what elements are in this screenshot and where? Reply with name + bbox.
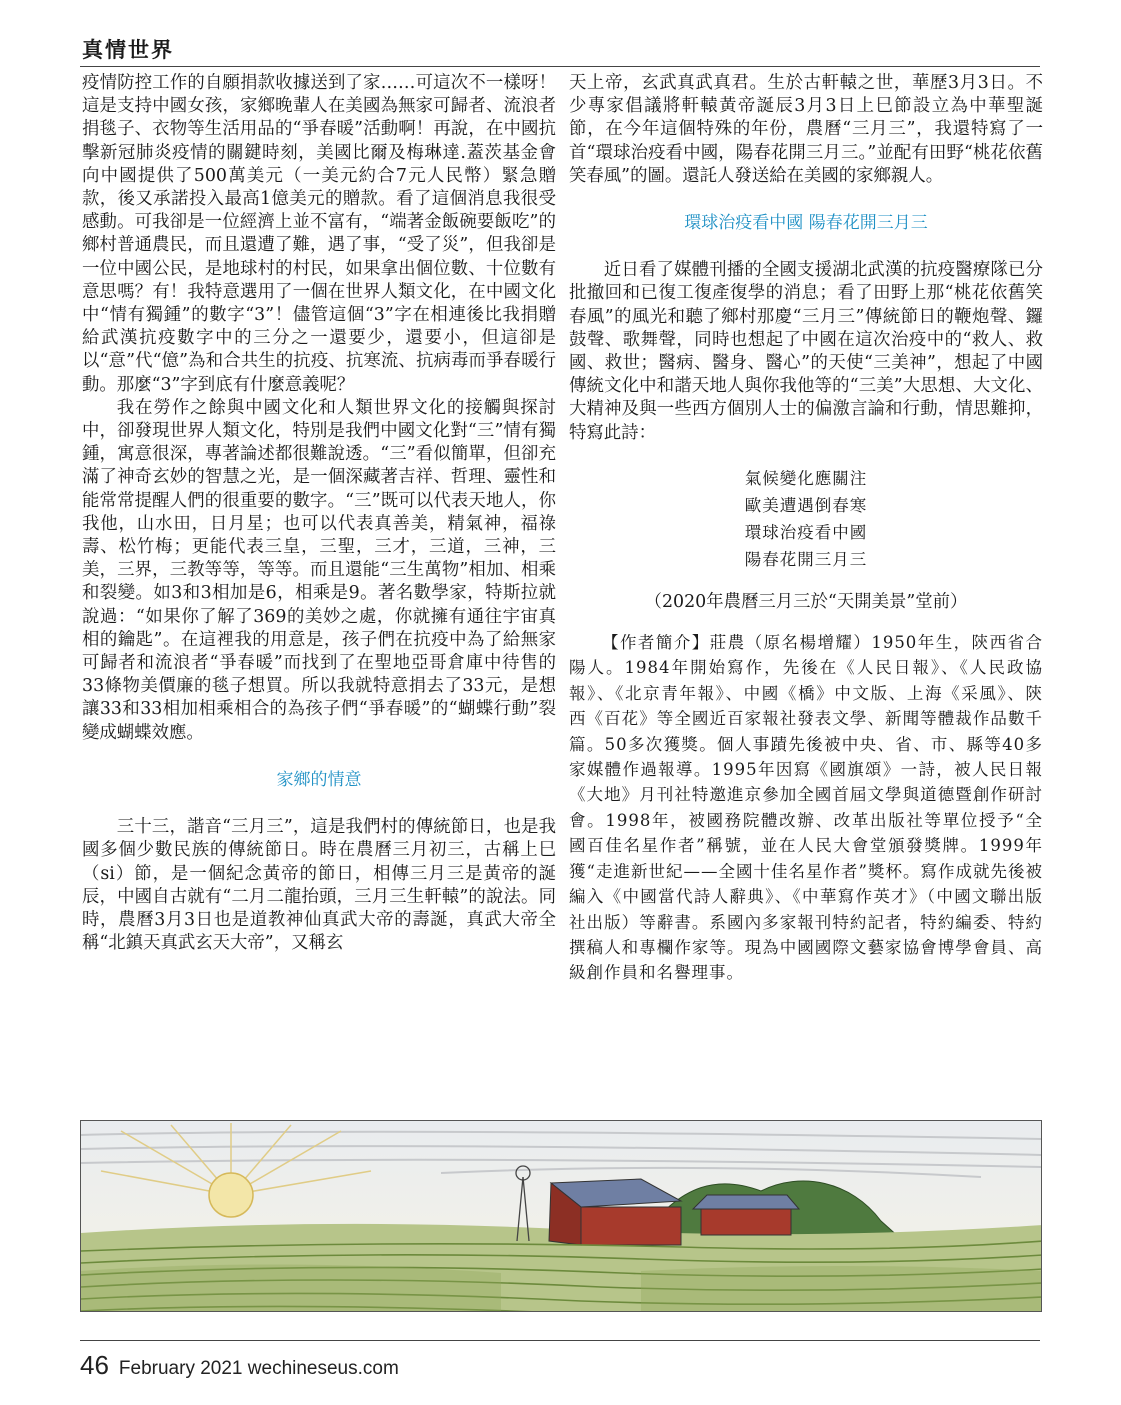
- farm-landscape-illustration: [80, 1120, 1042, 1312]
- author-bio: 【作者簡介】莊農（原名楊增耀）1950年生，陝西省合陽人。1984年開始寫作，先後在《人民日報》、《人民政協報》、《北京青年報》、中國《橋》中文版、上海《采風》、陝西《百花》等全國近百家報社發表文學、新聞等體裁作品數千篇。50多次獲獎。個人事蹟先後被中央、省、市、縣等40多家媒體作過報導。1995年因寫《國旗頌》一詩，被人民日報《大地》月刊社特邀進京參加全國首屆文學與道德暨創作研討會。1998年，被國務院體改辦、改革出版社等單位授予“全國百佳名星作者”稱號，並在人民大會堂頒發獎牌。1999年獲“走進新世紀——全國十佳名星作者”獎杯。寫作成就先後被編入《中國當代詩人辭典》、《中華寫作英才》（中國文聯出版社出版）等辭書。系國內多家報刊特約記者，特約編委、特約撰稿人和專欄作家等。現為中國國際文藝家協會博學會員、高級創作員和名譽理事。: [569, 633, 1043, 983]
- page-footer: [80, 1350, 399, 1381]
- subheading: 家鄉的情意: [276, 769, 362, 790]
- body-paragraph: 我在勞作之餘與中國文化和人類世界文化的接觸與探討中，卻發現世界人類文化，特別是我們中國文化對“三”情有獨鍾，寓意很深，專著論述都很難說透。“三”看似簡單，但卻充滿了神奇玄妙的智慧之光，是一個深藏著吉祥、哲理、靈性和能常常提醒人們的很重要的數字。“三”既可以代表天地人，你我他，山水田，日月星；也可以代表真善美，精氣神，福祿壽、松竹梅；更能代表三皇，三聖，三才，三道，三神，三美，三界，三教等等，等等。而且還能“三生萬物”相加、相乘和裂變。如3和3相加是6，相乘是9。著名數學家，特斯拉就說過：“如果你了解了369的美妙之處，你就擁有通往宇宙真相的鑰匙”。在這裡我的用意是，孩子們在抗疫中為了給無家可歸者和流浪者“爭春暖”而找到了在聖地亞哥倉庫中待售的33條物美價廉的毯子想買。所以我就特意捐去了33元，是想讓33和33相加相乘相合的為孩子們“爭春暖”的“蝴蝶行動”裂變成蝴蝶效應。: [82, 397, 556, 743]
- body-paragraph: 近日看了媒體刊播的全國支援湖北武漢的抗疫醫療隊已分批撤回和已復工復產復學的消息；看了田野上那“桃花依舊笑春風”的風光和聽了鄉村那慶“三月三”傳統節日的鞭炮聲、鑼鼓聲、歌舞聲，同時也想起了中國在這次治疫中的“救人、救國、救世；醫病、醫身、醫心”的天使“三美神”，想起了中國傳統文化中和諧天地人與你我他等的“三美”大思想、大文化、大精神及與一些西方個別人士的偏激言論和行動，情思難抑，特寫此詩：: [569, 260, 1043, 443]
- header-divider: [80, 66, 1040, 67]
- right-column: [569, 72, 1043, 986]
- poem-line: 氣候變化應關注: [744, 468, 868, 488]
- footer-divider: [80, 1340, 1040, 1341]
- body-paragraph: 疫情防控工作的自願捐款收據送到了家……可這次不一樣呀！這是支持中國女孩，家鄉晚輩人在美國為無家可歸者、流浪者捐毯子、衣物等生活用品的“爭春暖”活動啊！再說，在中國抗擊新冠肺炎疫情的關鍵時刻，美國比爾及梅琳達.蓋茨基金會向中國提供了500萬美元（一美元約合7元人民幣）緊急贈款，後又承諾投入最高1億美元的贈款。看了這個消息我很受感動。可我卻是一位經濟上並不富有，“端著金飯碗要飯吃”的鄉村普通農民，而且還遭了難，遇了事，“受了災”，但我卻是一位中國公民，是地球村的村民，如果拿出個位數、十位數有意思嗎？有！我特意選用了一個在世界人類文化，在中國文化中“情有獨鍾”的數字“3”！儘管這個“3”字在相連後比我捐贈給武漢抗疫數字中的三分之一還要少，還要小，但這卻是以“意”代“億”為和合共生的抗疫、抗寒流、抗病毒而爭春暖行動。那麼“3”字到底有什麼意義呢？: [82, 73, 556, 395]
- poem-date-line: （2020年農曆三月三於“天開美景”堂前）: [644, 591, 968, 612]
- poem-line: 歐美遭遇倒春寒: [744, 495, 868, 515]
- page-number: 46: [80, 1350, 109, 1380]
- subheading: 環球治疫看中國 陽春花開三月三: [684, 213, 928, 234]
- poem: [569, 465, 1043, 573]
- body-paragraph: 天上帝，玄武真武真君。生於古軒轅之世，華歷3月3日。不少專家倡議將軒轅黃帝誕辰3月3日上巳節設立為中華聖誕節，在今年這個特殊的年份，農曆“三月三”，我還特寫了一首“環球治疫看中國，陽春花開三月三。”並配有田野“桃花依舊笑春風”的圖。還託人發送給在美國的家鄉親人。: [569, 73, 1043, 186]
- section-title: 真情世界: [82, 37, 174, 62]
- poem-line: 環球治疫看中國: [744, 522, 868, 542]
- poem-line: 陽春花開三月三: [744, 549, 868, 569]
- issue-and-website: February 2021 wechineseus.com: [118, 1358, 399, 1379]
- left-column: [82, 72, 556, 955]
- body-paragraph: 三十三，諧音“三月三”，這是我們村的傳統節日，也是我國多個少數民族的傳統節日。時在農曆三月初三，古稱上巳（si）節，是一個紀念黃帝的節日，相傳三月三是黃帝的誕辰，中國自古就有“二月二龍抬頭，三月三生軒轅”的說法。同時，農曆3月3日也是道教神仙真武大帝的壽誕，真武大帝全稱“北鎮天真武玄天大帝”，又稱玄: [82, 817, 556, 954]
